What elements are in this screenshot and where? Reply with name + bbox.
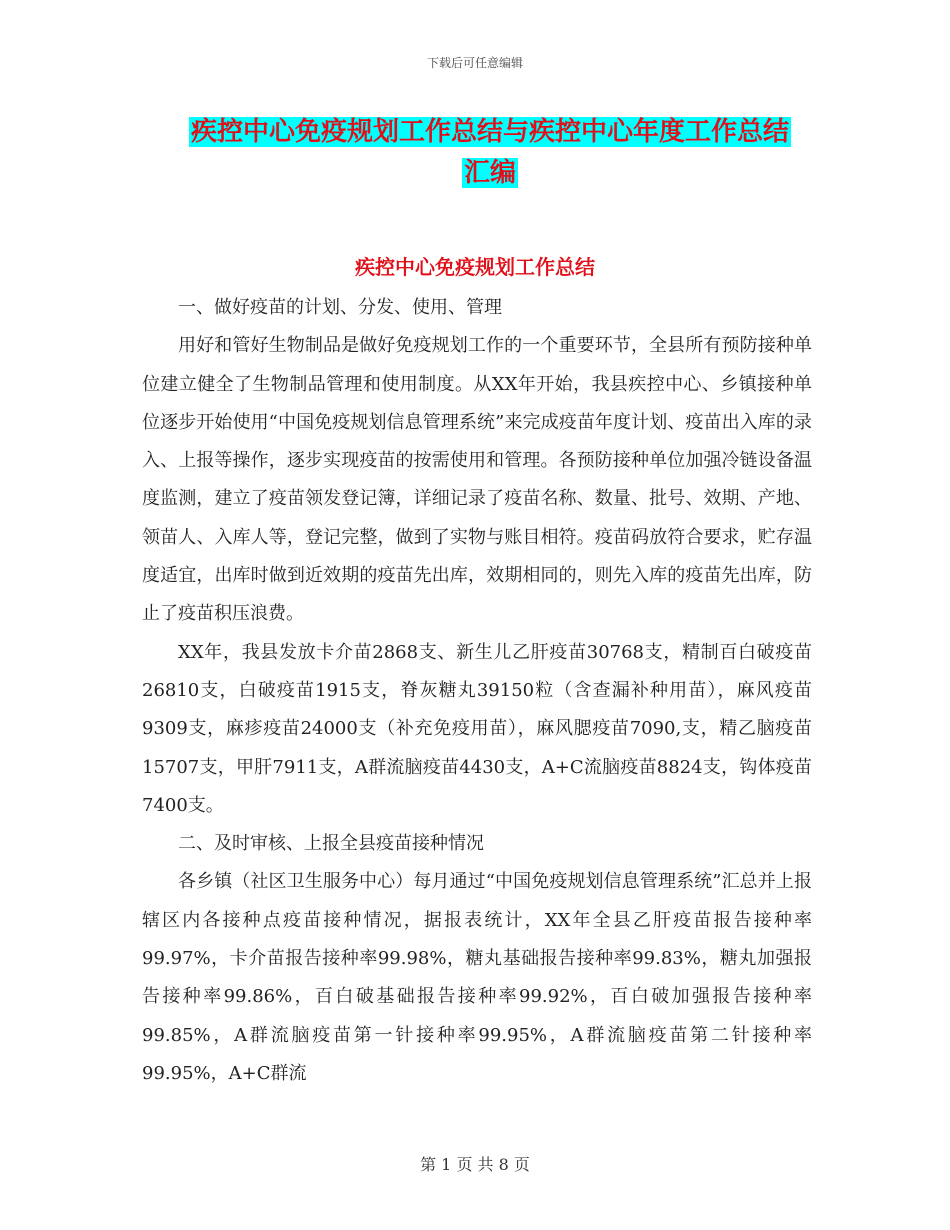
paragraph: 用好和管好生物制品是做好免疫规划工作的一个重要环节，全县所有预防接种单位建立健全了生物制品管理和使用制度。从XX年开始，我县疾控中心、乡镇接种单位逐步开始使用“中国免疫规划信息管理系统”来完成疫苗年度计划、疫苗出入库的录入、上报等操作，逐步实现疫苗的按需使用和管理。各预防接种单位加强冷链设备温度监测，建立了疫苗领发登记簿，详细记录了疫苗名称、数量、批号、效期、产地、领苗人、入库人等，登记完整，做到了实物与账目相符。疫苗码放符合要求，贮存温度适宜，出库时做到近效期的疫苗先出库，效期相同的，则先入库的疫苗先出库，防止了疫苗积压浪费。 [142,335,812,625]
header-note: 下载后可任意编辑 [426,56,523,70]
document-title [140,112,840,194]
document-title-line-2: 汇编 [463,158,516,188]
section-title: 疾控中心免疫规划工作总结 [355,255,595,279]
body-text [142,289,812,1093]
heading-1: 一、做好疫苗的计划、分发、使用、管理 [178,297,502,318]
heading-2: 二、及时审核、上报全县疫苗接种情况 [178,833,484,855]
paragraph: 各乡镇（社区卫生服务中心）每月通过“中国免疫规划信息管理系统”汇总并上报辖区内各接种点疫苗接种情况，据报表统计，XX年全县乙肝疫苗报告接种率99.97%，卡介苗报告接种率99.98%，糖丸基础报告接种率99.83%，糖丸加强报告接种率99.86%，百白破基础报告接种率99.92%，百白破加强报告接种率99.85%，A群流脑疫苗第一针接种率99.95%，A群流脑疫苗第二针接种率99.95%，A+C群流 [142,871,812,1084]
paragraph: XX年，我县发放卡介苗2868支、新生儿乙肝疫苗30768支，精制百白破疫苗26810支，白破疫苗1915支，脊灰糖丸39150粒（含查漏补种用苗），麻风疫苗9309支，麻疹疫苗24000支（补充免疫用苗），麻风腮疫苗7090,支，精乙脑疫苗15707支，甲肝7911支，A群流脑疫苗4430支，A+C流脑疫苗8824支，钩体疫苗7400支。 [142,641,812,816]
page-footer: 第 1 页 共 8 页 [420,1155,530,1174]
document-title-line-1: 疾控中心免疫规划工作总结与疾控中心年度工作总结 [190,117,789,147]
